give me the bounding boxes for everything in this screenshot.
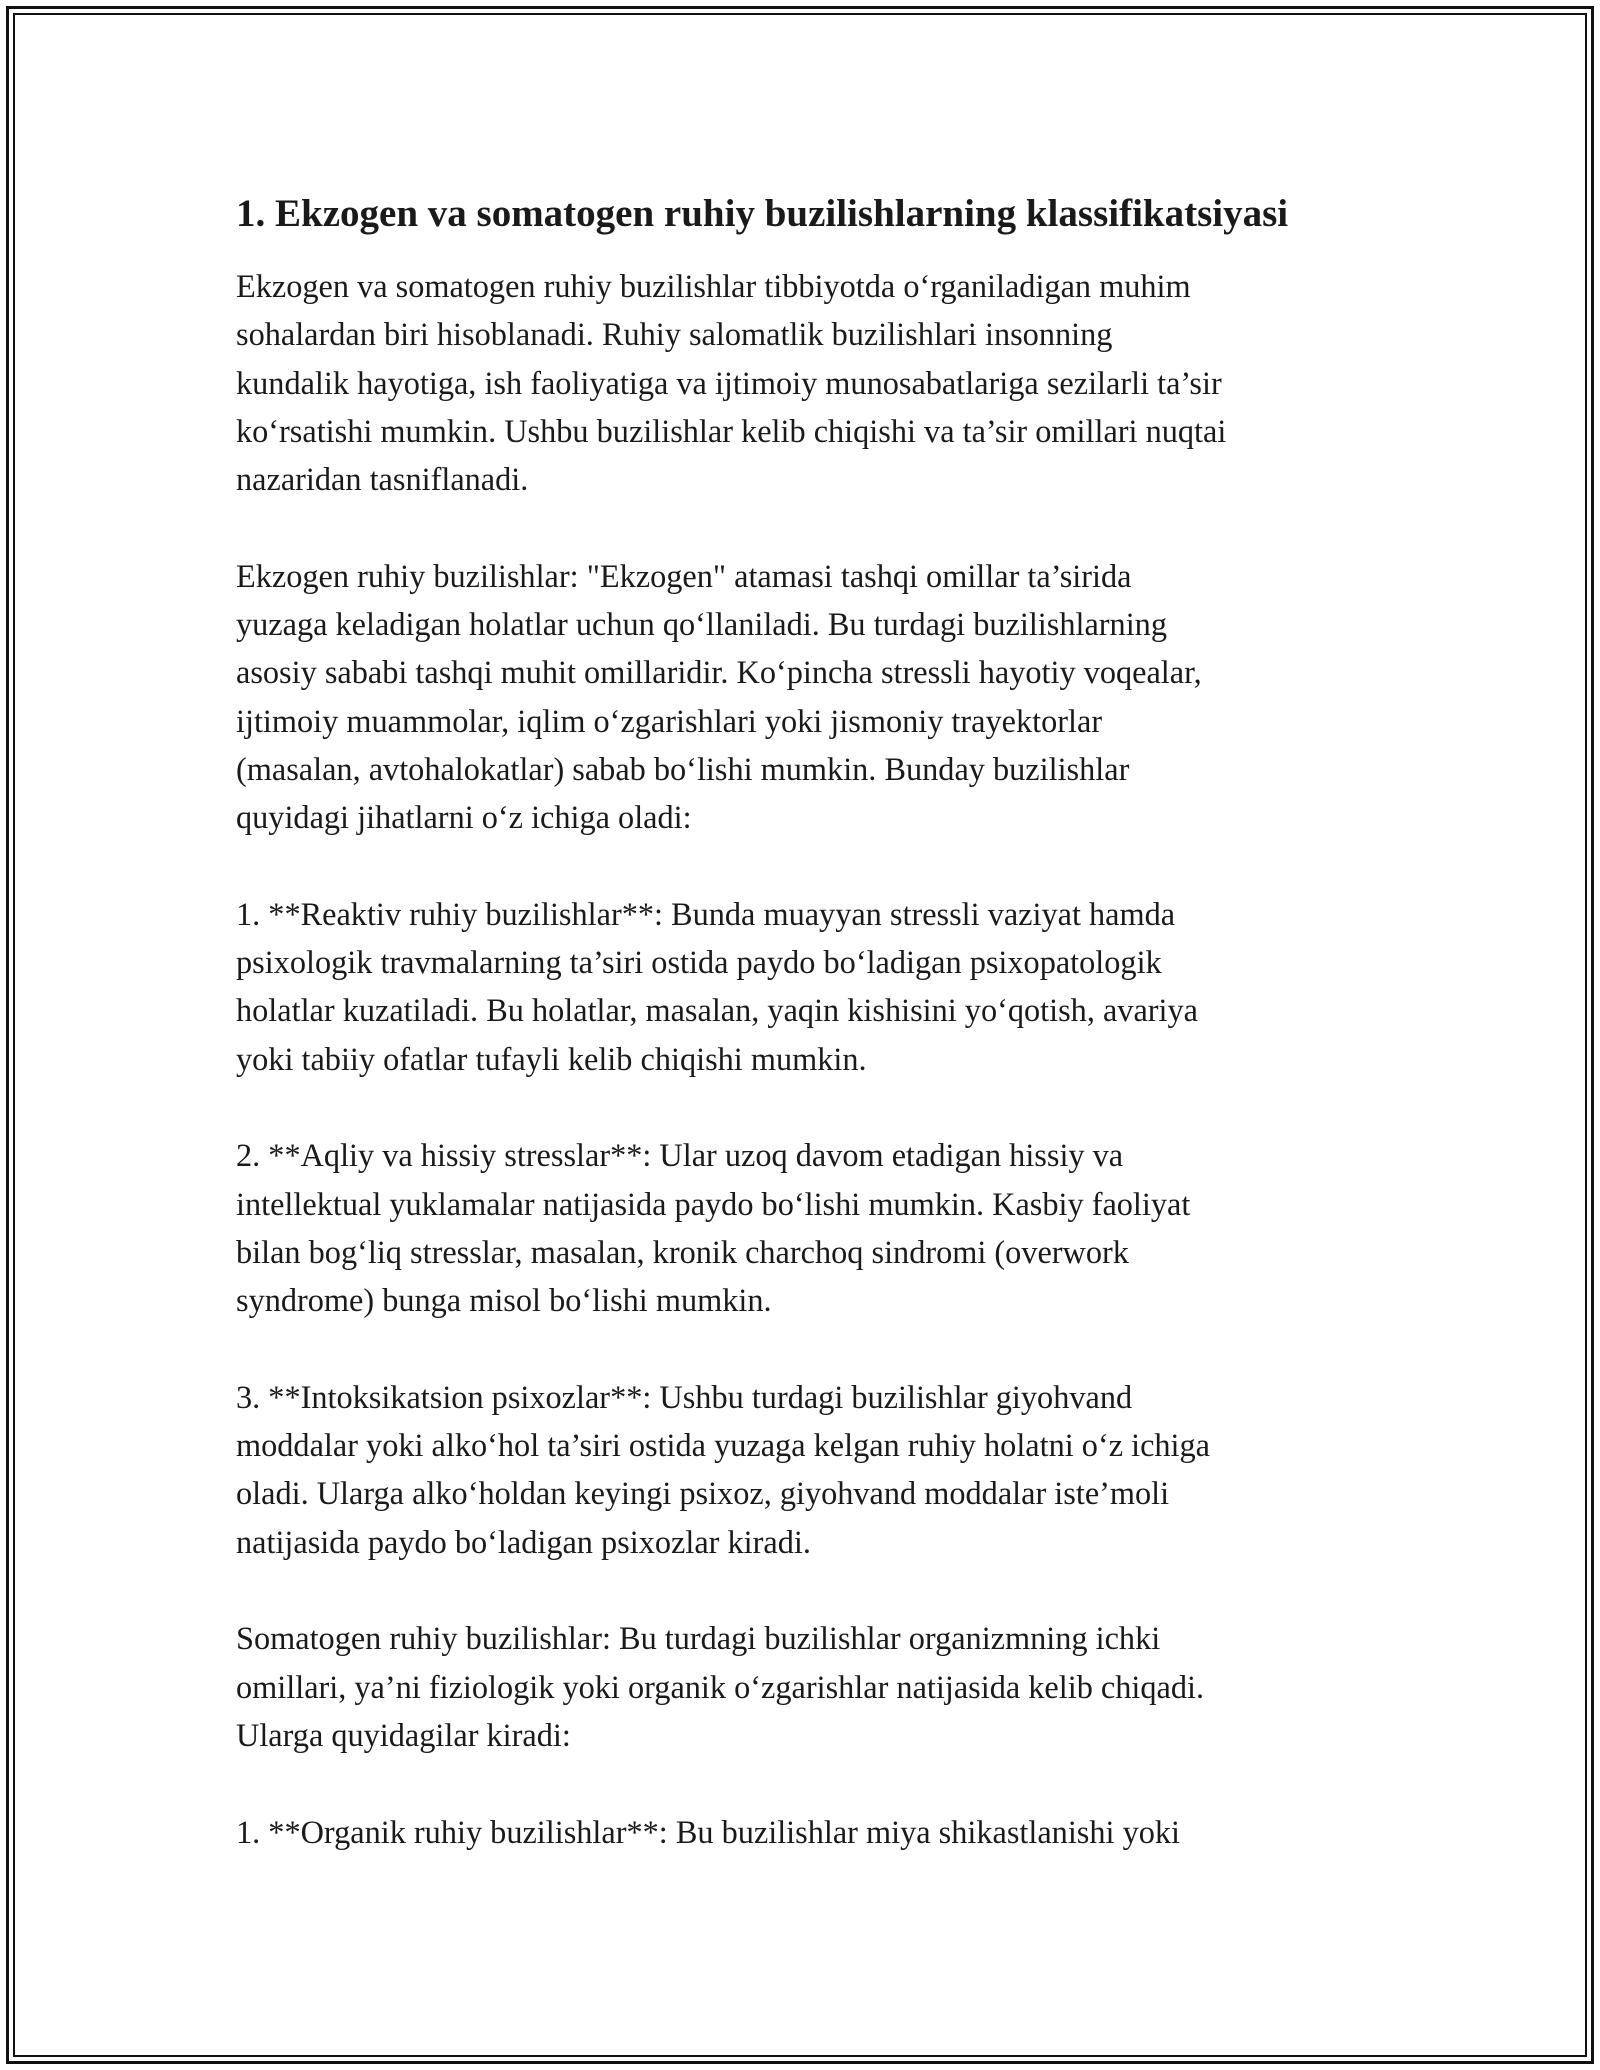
document-title: 1. Ekzogen va somatogen ruhiy buzilishlarning klassifikatsiyasi xyxy=(236,192,1289,235)
document-body xyxy=(236,186,1376,1856)
paragraph-somatogenic: Somatogen ruhiy buzilishlar: Bu turdagi buzilishlar organizmning ichki omillari, ya’ni fiziologik yoki organik o‘zgarishlar natijasida kelib chiqadi. Ularga quyidagilar kiradi: xyxy=(236,1620,1205,1753)
paragraph-exogenous: Ekzogen ruhiy buzilishlar: "Ekzogen" atamasi tashqi omillar ta’sirida yuzaga keladigan holatlar uchun qo‘llaniladi. Bu turdagi buzilishlarning asosiy sababi tashqi muhit omillaridir. Ko‘pincha stressli hayotiy voqealar, ijtimoiy muammolar, iqlim o‘zgarishlari yoki jismoniy trayektorlar (masalan, avtohalokatlar) sabab bo‘lishi mumkin. Bunday buzilishlar quyidagi jihatlarni o‘z ichiga oladi: xyxy=(236,557,1202,836)
list-item-intoxication: 3. **Intoksikatsion psixozlar**: Ushbu turdagi buzilishlar giyohvand moddalar yoki alko‘hol ta’siri ostida yuzaga kelgan ruhiy holatni o‘z ichiga oladi. Ularga alko‘holdan keyingi psixoz, giyohvand moddalar iste’moli natijasida paydo bo‘ladigan psixozlar kiradi. xyxy=(236,1378,1211,1560)
paragraph-intro: Ekzogen va somatogen ruhiy buzilishlar tibbiyotda o‘rganiladigan muhim sohalardan biri hisoblanadi. Ruhiy salomatlik buzilishlari insonning kundalik hayotiga, ish faoliyatiga va ijtimoiy munosabatlariga sezilarli ta’sir ko‘rsatishi mumkin. Ushbu buzilishlar kelib chiqishi va ta’sir omillari nuqtai nazaridan tasniflanadi. xyxy=(236,268,1227,498)
list-item-organic: 1. **Organik ruhiy buzilishlar**: Bu buzilishlar miya shikastlanishi yoki xyxy=(236,1813,1180,1850)
list-item-stress: 2. **Aqliy va hissiy stresslar**: Ular uzoq davom etadigan hissiy va intellektual yuklamalar natijasida paydo bo‘lishi mumkin. Kasbiy faoliyat bilan bog‘liq stresslar, masalan, kronik charchoq sindromi (overwork syndrome) bunga misol bo‘lishi mumkin. xyxy=(236,1137,1191,1319)
list-item-reactive: 1. **Reaktiv ruhiy buzilishlar**: Bunda muayyan stressli vaziyat hamda psixologik travmalarning ta’siri ostida paydo bo‘ladigan psixopatologik holatlar kuzatiladi. Bu holatlar, masalan, yaqin kishisini yo‘qotish, avariya yoki tabiiy ofatlar tufayli kelib chiqishi mumkin. xyxy=(236,895,1198,1077)
